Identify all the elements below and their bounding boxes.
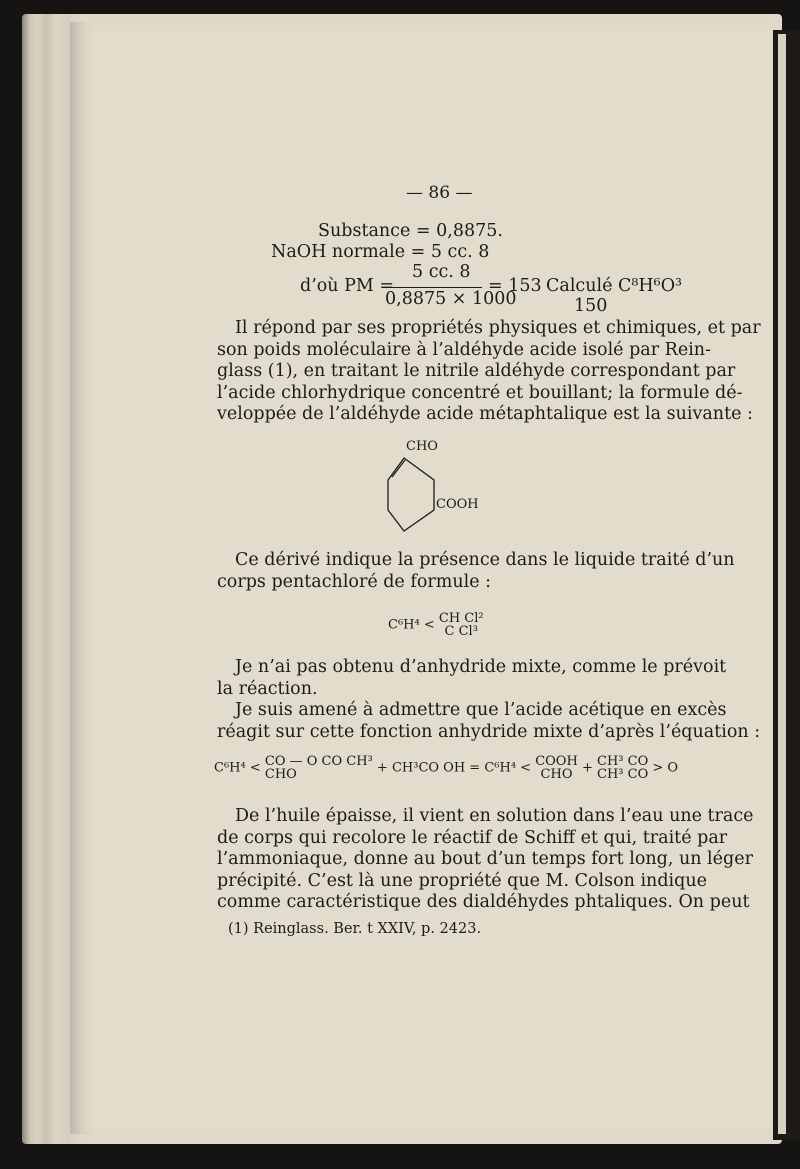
structure-cooh-label: COOH xyxy=(436,497,479,512)
text-line: veloppée de l’aldéhyde acide métaphtalique est la suivante : xyxy=(217,404,753,425)
eq-c-bottom: CH³ CO xyxy=(597,767,649,782)
paragraph-1 xyxy=(217,318,761,426)
formula-stack xyxy=(439,612,484,638)
paragraph-2 xyxy=(217,550,735,593)
footnote: (1) Reinglass. Ber. t XXIV, p. 2423. xyxy=(228,921,482,937)
reaction-equation xyxy=(214,755,678,781)
eq-b-stack xyxy=(535,755,578,781)
text-line: l’acide chlorhydrique concentré et bouillant; la formule dé- xyxy=(217,382,743,403)
eq-b-top: COOH xyxy=(535,754,578,769)
text-line: de corps qui recolore le réactif de Schiff et qui, traité par xyxy=(217,827,728,848)
ring-bonds xyxy=(388,458,434,531)
paragraph-4 xyxy=(217,700,761,743)
text-line: l’ammoniaque, donne au bout d’un temps fort long, un léger xyxy=(217,849,753,870)
text-line: la réaction. xyxy=(217,678,318,699)
text-line: Je suis amené à admettre que l’acide acétique en excès xyxy=(235,700,727,720)
calc-substance: Substance = 0,8875. xyxy=(318,221,503,241)
text-line: Il répond par ses propriétés physiques et chimiques, et par xyxy=(235,318,761,338)
text-line: Je n’ai pas obtenu d’anhydride mixte, comme le prévoit xyxy=(235,657,727,677)
structure-cho-label: CHO xyxy=(406,439,438,454)
eq-c-right: > O xyxy=(652,760,679,776)
text-line: comme caractéristique des dialdéhydes phtaliques. On peut xyxy=(217,892,750,913)
benzene-structure xyxy=(370,435,500,535)
inner-double-bond xyxy=(392,460,405,477)
fraction-bar xyxy=(385,287,482,288)
text-line: Ce dérivé indique la présence dans le liquide traité d’un xyxy=(235,550,735,570)
calc-result: = 153 xyxy=(488,276,542,296)
calc-numerator: 5 cc. 8 xyxy=(412,262,471,282)
eq-b-bottom: CHO xyxy=(540,767,573,782)
formula-top: CH Cl² xyxy=(438,611,484,626)
calc-lhs: d’où PM = xyxy=(300,276,395,296)
text-line: corps pentachloré de formule : xyxy=(217,571,492,592)
text-line: précipité. C’est là une propriété que M. Colson indique xyxy=(217,870,707,891)
eq-middle: + CH³CO OH = C⁶H⁴ < xyxy=(376,760,532,776)
eq-c-top: CH³ CO xyxy=(597,754,649,769)
text-line: son poids moléculaire à l’aldéhyde acide isolé par Rein- xyxy=(217,339,711,360)
calc-denominator: 0,8875 × 1000 xyxy=(385,289,517,309)
eq-a-left: C⁶H⁴ < xyxy=(214,760,261,776)
eq-plus: + xyxy=(581,760,593,776)
calc-calcule: Calculé C⁸H⁶O³ xyxy=(546,276,683,296)
page-number: — 86 — xyxy=(406,183,473,203)
eq-a-top: CO — O CO CH³ xyxy=(264,754,373,769)
paragraph-5 xyxy=(217,806,754,914)
eq-a-bottom: CHO xyxy=(264,767,297,782)
formula-pentachlore xyxy=(388,612,484,638)
calc-naoh: NaOH normale = 5 cc. 8 xyxy=(271,242,490,262)
facing-page-edge xyxy=(778,34,786,1134)
text-line: De l’huile épaisse, il vient en solution dans l’eau une trace xyxy=(235,806,754,826)
text-line: glass (1), en traitant le nitrile aldéhyde correspondant par xyxy=(217,361,736,382)
formula-bottom: C Cl³ xyxy=(444,624,478,639)
eq-c-stack xyxy=(597,755,648,781)
text-line: réagit sur cette fonction anhydride mixte d’après l’équation : xyxy=(217,721,761,742)
calc-calcule-value: 150 xyxy=(574,296,608,316)
formula-left: C⁶H⁴ < xyxy=(388,617,435,633)
eq-a-stack xyxy=(265,755,373,781)
paragraph-3 xyxy=(217,657,727,700)
